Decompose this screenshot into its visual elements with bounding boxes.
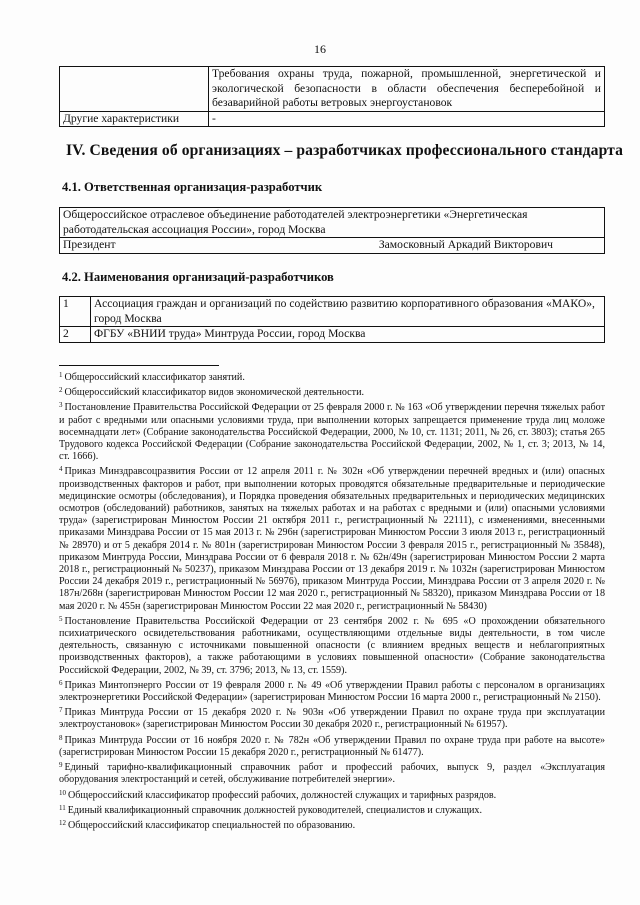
developer-name: Ассоциация граждан и организаций по содействию развитию корпоративного образования «МАКО», город Москва	[91, 297, 605, 327]
table-cell-label	[60, 67, 209, 112]
footnote-number: 1	[59, 371, 63, 379]
table-cell-value: -	[209, 111, 605, 127]
person-name: Замосковный Аркадий Викторович	[378, 238, 553, 251]
footnote-number: 8	[59, 733, 63, 742]
footnote-number: 7	[59, 706, 63, 715]
footnote-text: Единый тарифно-квалификационный справочник работ и профессий рабочих, выпуск 9, раздел «Эксплуатация оборудования электростанций и сетей, обслуживание потребителей энергии».	[59, 762, 605, 786]
footnote-text: Постановление Правительства Российской Федерации от 23 сентября 2002 г. № 695 «О прохождении обязательного психиатрического освидетельствования работниками, осуществляющими отдельные виды деятельности, в том числе деятельность, связанную с источниками повышенной опасности (с влиянием вредных веществ и неблагоприятных производственных факторов), а также работающими в условиях повышенной опасности» (Собрание законодательства Российской Федерации, 2002, № 39, ст. 3796; 2013, № 13, ст. 1559).	[59, 615, 605, 676]
footnote-number: 5	[59, 614, 63, 623]
page-number: 16	[314, 42, 326, 56]
footnote	[59, 613, 605, 677]
position-label: Президент	[63, 238, 116, 251]
footnote-number: 11	[59, 803, 66, 812]
footnotes	[59, 369, 605, 832]
signatory-cell	[60, 238, 605, 254]
footnote	[59, 384, 605, 399]
footnote	[59, 399, 605, 463]
table-cell-value: Требования охраны труда, пожарной, промышленной, энергетической и экологической безопасности в области обеспечения бесперебойной и безаварийной работы ветровых энергоустановок	[209, 67, 605, 112]
table-row	[60, 111, 605, 127]
footnote	[59, 369, 605, 384]
footnote	[59, 704, 605, 731]
footnote	[59, 759, 605, 786]
footnote-text: Постановление Правительства Российской Федерации от 25 февраля 2000 г. № 163 «Об утверждении перечня тяжелых работ и работ с вредными или опасными условиями труда, при выполнении которых запрещается применение труда лиц моложе восемнадцати лет» (Собрание законодательства Российской Федерации, 2000, № 10, ст. 1131; 2011, № 26, ст. 3803); статья 265 Трудового кодекса Российской Федерации (Собрание законодательства Российской Федерации, 2002, № 1, ст. 3; 2013, № 14, ст. 1666).	[59, 402, 605, 463]
footnote-number: 2	[59, 386, 63, 395]
footnote	[59, 732, 605, 759]
footnote	[59, 463, 605, 612]
table-row	[60, 208, 605, 238]
footnote	[59, 802, 605, 817]
org-name-cell: Общероссийское отраслевое объединение работодателей электроэнергетики «Энергетическая работодательская ассоциация России», город Москва	[60, 208, 605, 238]
footnote-text: Приказ Минтруда России от 16 ноября 2020 г. № 782н «Об утверждении Правил по охране труда при работе на высоте» (зарегистрирован Минюстом России 15 декабря 2020 г., регистрационный № 61477).	[59, 734, 605, 758]
footnote-text: Приказ Минтопэнерго России от 19 февраля 2000 г. № 49 «Об утверждении Правил работы с персоналом в организациях электроэнергетики Российской Федерации» (зарегистрирован Минюстом России 16 марта 2000 г., регистрационный № 2150).	[59, 679, 605, 704]
characteristics-table	[59, 66, 605, 127]
section-title: IV. Сведения об организациях – разработчиках профессионального стандарта	[66, 142, 623, 159]
footnote-number: 9	[59, 761, 63, 770]
footnote-number: 12	[59, 818, 66, 827]
table-cell-label: Другие характеристики	[60, 111, 209, 127]
table-row	[60, 297, 605, 327]
footnote	[59, 787, 605, 802]
table-row	[60, 327, 605, 343]
developers-table	[59, 296, 605, 343]
footnote-text: Общероссийский классификатор занятий.	[64, 372, 245, 383]
table-row	[60, 238, 605, 254]
footnote-text: Общероссийский классификатор специальностей по образованию.	[68, 819, 356, 831]
footnote	[59, 817, 605, 832]
footnote-text: Единый квалификационный справочник должностей руководителей, специалистов и служащих.	[67, 804, 482, 816]
responsible-org-table	[59, 207, 605, 254]
footnote-text: Приказ Минтруда России от 15 декабря 2020 г. № 903н «Об утверждении Правил по охране труда при эксплуатации электроустановок» (зарегистрирован Минюстом России 30 декабря 2020 г., регистрационный № 61957).	[59, 707, 605, 731]
footnote-text: Общероссийский классификатор видов экономической деятельности.	[64, 387, 364, 399]
footnote-divider	[59, 365, 219, 366]
subsection-heading-responsible: 4.1. Ответственная организация-разработчик	[62, 180, 323, 194]
footnote-number: 4	[59, 465, 63, 474]
footnote	[59, 677, 605, 704]
footnote-number: 3	[59, 401, 63, 410]
table-row	[60, 67, 605, 112]
footnote-number: 10	[59, 788, 66, 797]
footnote-text: Приказ Минздравсоцразвития России от 12 апреля 2011 г. № 302н «Об утверждении перечней вредных и (или) опасных производственных факторов и работ, при выполнении которых проводятся обязательные предварительные и периодические медицинские осмотры (обследования), и Порядка проведения обязательных предварительных и периодических медицинских осмотров (обследований) работников, занятых на тяжелых работах и на работах с вредными и (или) опасными условиями труда» (зарегистрирован Минюстом России 21 октября 2011 г., регистрационный № 22111), с изменениями, внесенными приказами Минздрава России от 15 мая 2013 г. № 296н (зарегистрирован Минюстом России 3 июля 2013 г., регистрационный № 28970) и от 5 декабря 2014 г. № 801н (зарегистрирован Минюстом России 3 февраля 2015 г., регистрационный № 35848), приказом Минтруда России, Минздрава России от 6 февраля 2018 г. № 62н/49н (зарегистрирован Минюстом России 2 марта 2018 г., регистрационный № 50237), приказом Минздрава России от 13 декабря 2019 г. № 1032н (зарегистрирован Минюстом России 24 декабря 2019 г., регистрационный № 56976), приказом Минтруда России, Минздрава России от 3 апреля 2020 г. № 187н/268н (зарегистрирован Минюстом России 12 мая 2020 г., регистрационный № 58320), приказом Минздрава России от 18 мая 2020 г. № 455н (зарегистрирован Минюстом России 22 мая 2020 г., регистрационный № 58430)	[59, 466, 605, 612]
row-number: 1	[60, 297, 91, 327]
row-number: 2	[60, 327, 91, 343]
developer-name: ФГБУ «ВНИИ труда» Минтруда России, город Москва	[91, 327, 605, 343]
footnote-number: 6	[59, 678, 63, 687]
footnote-text: Общероссийский классификатор профессий рабочих, должностей служащих и тарифных разрядов.	[68, 789, 497, 801]
subsection-heading-developers: 4.2. Наименования организаций-разработчиков	[62, 270, 334, 284]
